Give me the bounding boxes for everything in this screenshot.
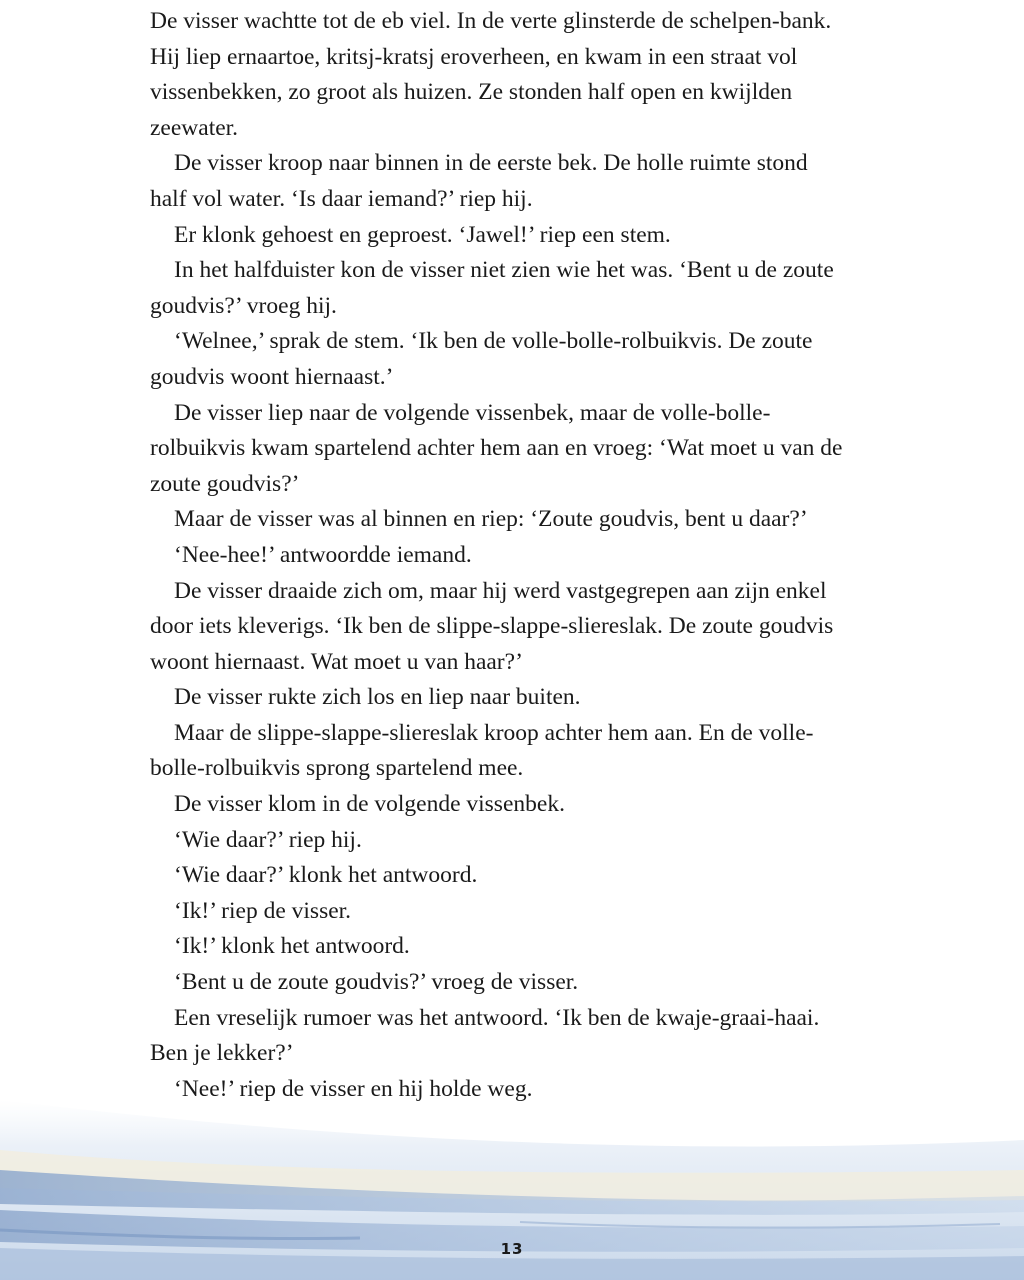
story-paragraph: ‘Wie daar?’ klonk het antwoord. [174,862,478,889]
story-paragraph: ‘Ik!’ klonk het antwoord. [174,933,410,960]
story-paragraph: ‘Wie daar?’ riep hij. [174,826,362,853]
story-paragraph: De visser klom in de volgende vissenbek. [174,791,565,818]
story-paragraph: Maar de visser was al binnen en riep: ‘Zoute goudvis, bent u daar?’ [174,506,808,533]
story-paragraph: De visser liep naar de volgende vissenbek, maar de volle-bolle-rolbuikvis kwam spartelend achter hem aan en vroeg: ‘Wat moet u van de zoute goudvis?’ [150,399,843,497]
story-paragraph: In het halfduister kon de visser niet zien wie het was. ‘Bent u de zoute goudvis?’ vroeg hij. [150,257,834,319]
story-paragraph: ‘Welnee,’ sprak de stem. ‘Ik ben de volle-bolle-rolbuikvis. De zoute goudvis woont hiernaast.’ [150,328,813,390]
story-paragraph: ‘Nee-hee!’ antwoordde iemand. [174,541,472,568]
story-paragraph: De visser rukte zich los en liep naar buiten. [174,684,581,711]
story-paragraph: Er klonk gehoest en geproest. ‘Jawel!’ riep een stem. [174,221,671,248]
story-paragraph: ‘Ik!’ riep de visser. [174,897,352,924]
story-paragraph: De visser wachtte tot de eb viel. In de verte glinsterde de schelpen-bank. Hij liep ernaartoe, kritsj-kratsj eroverheen, en kwam in een straat vol vissenbekken, zo groot als huizen. Ze stonden half open en kwijlden zeewater. [150,8,832,141]
story-text [150,4,850,1107]
story-paragraph: De visser kroop naar binnen in de eerste bek. De holle ruimte stond half vol water. ‘Is daar iemand?’ riep hij. [150,150,808,212]
story-paragraph: De visser draaide zich om, maar hij werd vastgegrepen aan zijn enkel door iets kleverigs. ‘Ik ben de slippe-slappe-sliereslak. De zoute goudvis woont hiernaast. Wat moet u van haar?’ [150,577,834,675]
story-paragraph: Een vreselijk rumoer was het antwoord. ‘Ik ben de kwaje-graai-haai. Ben je lekker?’ [150,1004,820,1067]
story-paragraph: ‘Bent u de zoute goudvis?’ vroeg de visser. [174,969,579,996]
page-number: 13 [500,1240,524,1258]
story-paragraph: ‘Nee!’ riep de visser en hij holde weg. [174,1075,533,1102]
story-paragraph: Maar de slippe-slappe-sliereslak kroop achter hem aan. En de volle-bolle-rolbuikvis sprong spartelend mee. [150,719,814,782]
